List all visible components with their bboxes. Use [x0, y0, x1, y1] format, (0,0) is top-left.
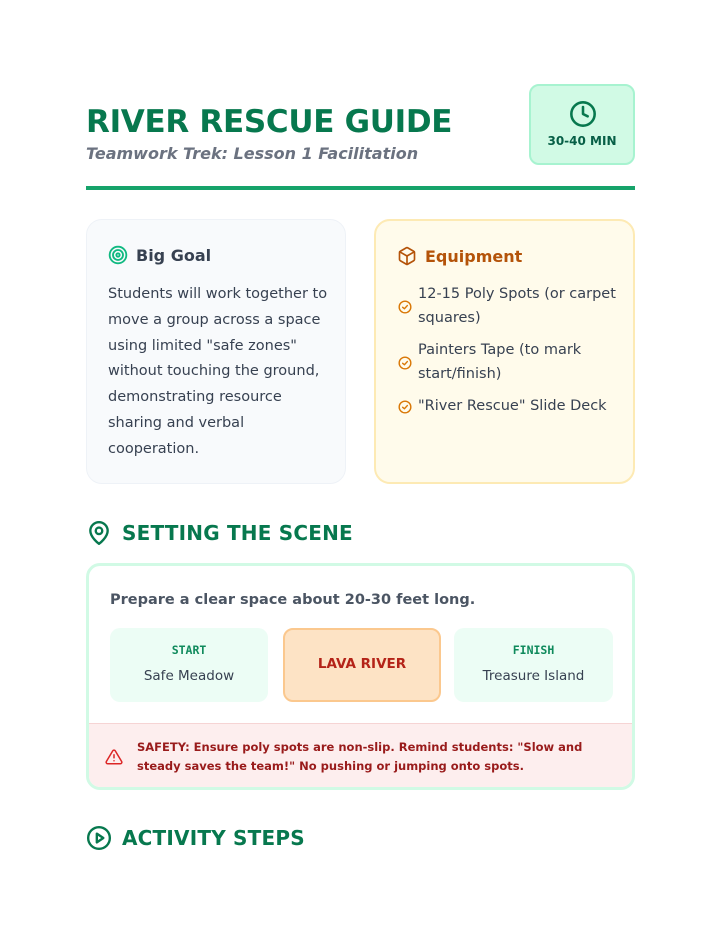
page-title: RIVER RESCUE GUIDE: [86, 104, 453, 140]
equipment-list: [398, 283, 623, 428]
target-icon: [108, 245, 128, 265]
lava-river-label: LAVA RIVER: [317, 656, 407, 672]
warning-icon: [105, 748, 123, 766]
duration-label: 30-40 MIN: [547, 134, 617, 148]
page-subtitle: Teamwork Trek: Lesson 1 Facilitation: [86, 144, 419, 163]
equipment-card: [374, 219, 635, 484]
equipment-item: [398, 339, 623, 386]
big-goal-title: Big Goal: [136, 245, 212, 265]
big-goal-text: Students will work together to move a group across a space using limited "safe zones" without touching the ground, demonstrating resource sharing and verbal cooperation.: [108, 286, 328, 457]
map-pin-icon: [86, 519, 112, 547]
scene-card: [86, 563, 635, 790]
equipment-item: [398, 283, 623, 330]
setting-the-scene-title: SETTING THE SCENE: [122, 521, 353, 545]
big-goal-card: [86, 219, 346, 484]
package-icon: [397, 246, 417, 266]
lava-river-zone: [283, 628, 441, 702]
equipment-item-label: Painters Tape (to mark start/finish): [418, 342, 582, 382]
clock-icon: [569, 100, 597, 128]
safety-text: SAFETY: Ensure poly spots are non-slip. Remind students: "Slow and steady saves the team!" No pushing or jumping onto spots.: [137, 740, 583, 773]
activity-steps-heading: [86, 825, 305, 851]
safety-alert: [89, 723, 632, 790]
finish-zone-label: Treasure Island: [482, 668, 585, 684]
play-circle-icon: [86, 825, 112, 851]
setting-the-scene-heading: [86, 519, 353, 547]
equipment-item-label: 12-15 Poly Spots (or carpet squares): [418, 286, 616, 326]
start-zone-tag: START: [171, 643, 207, 657]
equipment-heading: [397, 246, 522, 266]
scene-intro: Prepare a clear space about 20-30 feet long.: [110, 592, 476, 608]
check-circle-icon: [398, 400, 412, 414]
start-zone: [110, 628, 268, 702]
equipment-title: Equipment: [425, 246, 523, 266]
activity-steps-title: ACTIVITY STEPS: [122, 826, 305, 850]
page-header: [86, 84, 635, 190]
equipment-item: [398, 395, 623, 419]
equipment-item-label: "River Rescue" Slide Deck: [418, 398, 607, 414]
finish-zone-tag: FINISH: [512, 643, 555, 657]
finish-zone: [454, 628, 613, 702]
check-circle-icon: [398, 300, 412, 314]
duration-badge: [529, 84, 635, 165]
check-circle-icon: [398, 356, 412, 370]
start-zone-label: Safe Meadow: [143, 668, 235, 684]
big-goal-heading: [108, 245, 211, 265]
